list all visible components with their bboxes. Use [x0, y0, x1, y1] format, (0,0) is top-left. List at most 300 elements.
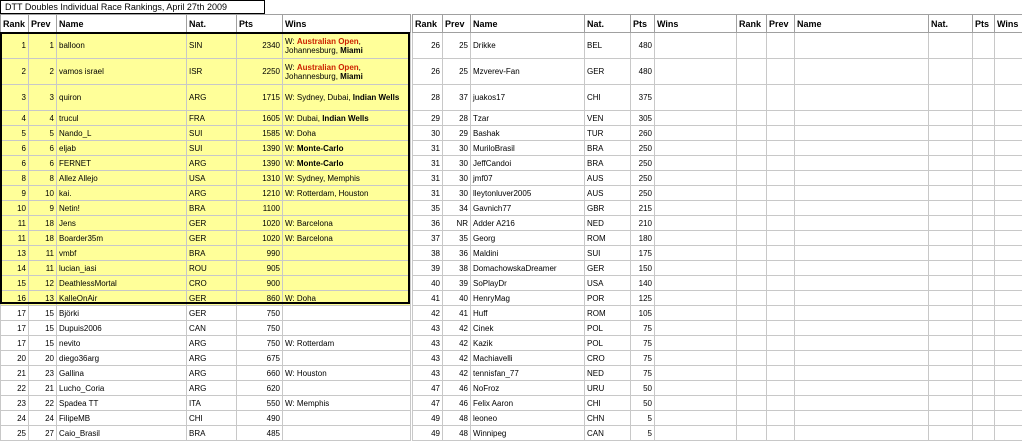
wins-cell: [655, 276, 737, 291]
table-row: [1, 156, 411, 171]
table-row: [1, 85, 411, 111]
empty-cell: [795, 126, 929, 141]
empty-cell: [973, 381, 995, 396]
wins-segment: W: Rotterdam: [285, 339, 334, 348]
nat-cell: GER: [585, 261, 631, 276]
rank-cell: 21: [1, 366, 29, 381]
wins-cell: [283, 156, 411, 171]
empty-cell: [767, 306, 795, 321]
name-cell: eljab: [57, 141, 187, 156]
pts-cell: 150: [631, 261, 655, 276]
name-cell: Adder A216: [471, 216, 585, 231]
rank-cell: 11: [1, 231, 29, 246]
rank-cell: 36: [413, 216, 443, 231]
empty-cell: [929, 85, 973, 111]
prev-cell: 29: [443, 126, 471, 141]
rank-cell: 43: [413, 321, 443, 336]
pts-cell: 485: [237, 426, 283, 441]
empty-cell: [973, 276, 995, 291]
empty-cell: [995, 126, 1022, 141]
empty-cell: [737, 85, 767, 111]
wins-cell: [283, 186, 411, 201]
empty-cell: [929, 156, 973, 171]
wins-cell: [283, 171, 411, 186]
prev-cell: 18: [29, 216, 57, 231]
prev-cell: 36: [443, 246, 471, 261]
name-cell: DomachowskaDreamer: [471, 261, 585, 276]
empty-cell: [795, 171, 929, 186]
rank-cell: 25: [1, 426, 29, 441]
empty-cell: [995, 261, 1022, 276]
table-row: [1, 411, 411, 426]
name-cell: vamos israel: [57, 59, 187, 85]
empty-cell: [737, 171, 767, 186]
empty-cell: [767, 426, 795, 441]
wins-segment: , Johannesburg,: [285, 37, 361, 55]
empty-cell: [973, 411, 995, 426]
empty-cell: [767, 246, 795, 261]
table-row: [1, 111, 411, 126]
empty-cell: [929, 171, 973, 186]
nat-cell: BRA: [585, 141, 631, 156]
prev-cell: 10: [29, 186, 57, 201]
empty-cell: [795, 381, 929, 396]
name-cell: leoneo: [471, 411, 585, 426]
prev-cell: 25: [443, 59, 471, 85]
table-row: [413, 426, 737, 441]
empty-row: [737, 126, 1022, 141]
prev-cell: 28: [443, 111, 471, 126]
pts-cell: 305: [631, 111, 655, 126]
col-nat: Nat.: [585, 15, 631, 33]
nat-cell: SUI: [585, 246, 631, 261]
empty-cell: [737, 186, 767, 201]
table-row: [1, 59, 411, 85]
empty-row: [737, 231, 1022, 246]
empty-cell: [995, 396, 1022, 411]
table-row: [1, 246, 411, 261]
nat-cell: USA: [585, 276, 631, 291]
pts-cell: 250: [631, 171, 655, 186]
prev-cell: 20: [29, 351, 57, 366]
wins-cell: [283, 381, 411, 396]
prev-cell: 38: [443, 261, 471, 276]
wins-cell: [283, 276, 411, 291]
nat-cell: TUR: [585, 126, 631, 141]
empty-cell: [767, 201, 795, 216]
pts-cell: 750: [237, 306, 283, 321]
name-cell: Bashak: [471, 126, 585, 141]
wins-cell: [655, 246, 737, 261]
empty-cell: [973, 231, 995, 246]
name-cell: KalleOnAir: [57, 291, 187, 306]
table-row: [413, 276, 737, 291]
wins-cell: [655, 59, 737, 85]
prev-cell: 37: [443, 85, 471, 111]
nat-cell: ARG: [187, 381, 237, 396]
prev-cell: 9: [29, 201, 57, 216]
pts-cell: 1390: [237, 141, 283, 156]
empty-cell: [995, 336, 1022, 351]
col-nat: Nat.: [929, 15, 973, 33]
name-cell: DeathlessMortal: [57, 276, 187, 291]
empty-cell: [737, 126, 767, 141]
table-row: [1, 381, 411, 396]
rank-cell: 17: [1, 321, 29, 336]
prev-cell: 12: [29, 276, 57, 291]
empty-cell: [767, 85, 795, 111]
empty-cell: [737, 351, 767, 366]
rank-cell: 26: [413, 59, 443, 85]
empty-cell: [795, 306, 929, 321]
prev-cell: 1: [29, 33, 57, 59]
nat-cell: GER: [187, 291, 237, 306]
wins-cell: [283, 351, 411, 366]
name-cell: Cinek: [471, 321, 585, 336]
pts-cell: 250: [631, 141, 655, 156]
rank-cell: 4: [1, 111, 29, 126]
rank-cell: 31: [413, 156, 443, 171]
rank-cell: 30: [413, 126, 443, 141]
empty-cell: [737, 216, 767, 231]
pts-cell: 1100: [237, 201, 283, 216]
rank-cell: 39: [413, 261, 443, 276]
prev-cell: 3: [29, 85, 57, 111]
empty-cell: [929, 366, 973, 381]
rank-cell: 17: [1, 336, 29, 351]
wins-cell: [283, 85, 411, 111]
nat-cell: SUI: [187, 141, 237, 156]
wins-segment: Monte-Carlo: [297, 159, 344, 168]
empty-cell: [973, 156, 995, 171]
rank-cell: 6: [1, 141, 29, 156]
wins-segment: W:: [285, 37, 297, 46]
empty-cell: [929, 321, 973, 336]
wins-cell: [655, 381, 737, 396]
prev-cell: 23: [29, 366, 57, 381]
table-row: [1, 366, 411, 381]
empty-cell: [767, 111, 795, 126]
pts-cell: 750: [237, 321, 283, 336]
table-row: [1, 321, 411, 336]
nat-cell: GER: [187, 231, 237, 246]
empty-row: [737, 276, 1022, 291]
rank-cell: 22: [1, 381, 29, 396]
col-nat: Nat.: [187, 15, 237, 33]
wins-segment: W: Sydney, Memphis: [285, 174, 360, 183]
wins-segment: W: Dubai,: [285, 114, 322, 123]
empty-cell: [795, 366, 929, 381]
name-cell: FERNET: [57, 156, 187, 171]
rank-cell: 37: [413, 231, 443, 246]
name-cell: Gallina: [57, 366, 187, 381]
pts-cell: 675: [237, 351, 283, 366]
wins-cell: [655, 396, 737, 411]
empty-row: [737, 306, 1022, 321]
empty-cell: [929, 426, 973, 441]
empty-cell: [737, 306, 767, 321]
name-cell: Allez Allejo: [57, 171, 187, 186]
nat-cell: URU: [585, 381, 631, 396]
prev-cell: 48: [443, 411, 471, 426]
prev-cell: 15: [29, 306, 57, 321]
col-prev: Prev: [767, 15, 795, 33]
pts-cell: 75: [631, 351, 655, 366]
empty-row: [737, 201, 1022, 216]
empty-cell: [929, 141, 973, 156]
name-cell: trucul: [57, 111, 187, 126]
name-cell: Huff: [471, 306, 585, 321]
table-row: [413, 351, 737, 366]
pts-cell: 905: [237, 261, 283, 276]
wins-cell: [283, 141, 411, 156]
name-cell: HenryMag: [471, 291, 585, 306]
empty-cell: [737, 59, 767, 85]
name-cell: Maldini: [471, 246, 585, 261]
table-row: [413, 381, 737, 396]
empty-cell: [929, 381, 973, 396]
nat-cell: CHI: [187, 411, 237, 426]
empty-cell: [767, 396, 795, 411]
pts-cell: 50: [631, 381, 655, 396]
empty-cell: [767, 321, 795, 336]
empty-cell: [795, 186, 929, 201]
rank-cell: 13: [1, 246, 29, 261]
rank-cell: 16: [1, 291, 29, 306]
rank-cell: 11: [1, 216, 29, 231]
empty-row: [737, 141, 1022, 156]
empty-cell: [973, 246, 995, 261]
empty-cell: [973, 85, 995, 111]
empty-row: [737, 216, 1022, 231]
nat-cell: SUI: [187, 126, 237, 141]
nat-cell: ROU: [187, 261, 237, 276]
empty-cell: [767, 33, 795, 59]
empty-row: [737, 171, 1022, 186]
nat-cell: POL: [585, 336, 631, 351]
wins-segment: Indian Wells: [353, 93, 400, 102]
table-row: [413, 111, 737, 126]
wins-cell: [655, 366, 737, 381]
empty-cell: [795, 111, 929, 126]
table-row: [413, 186, 737, 201]
wins-cell: [655, 231, 737, 246]
empty-cell: [995, 291, 1022, 306]
empty-cell: [995, 201, 1022, 216]
nat-cell: FRA: [187, 111, 237, 126]
empty-cell: [737, 321, 767, 336]
empty-row: [737, 366, 1022, 381]
empty-cell: [973, 186, 995, 201]
left-rankings-table: [0, 14, 411, 441]
empty-cell: [795, 33, 929, 59]
table-row: [1, 426, 411, 441]
empty-cell: [995, 246, 1022, 261]
wins-cell: [283, 59, 411, 85]
empty-cell: [795, 231, 929, 246]
table-row: [413, 231, 737, 246]
empty-cell: [995, 381, 1022, 396]
empty-cell: [737, 336, 767, 351]
pts-cell: 140: [631, 276, 655, 291]
name-cell: lucian_iasi: [57, 261, 187, 276]
rank-cell: 2: [1, 59, 29, 85]
empty-cell: [995, 366, 1022, 381]
table-row: [1, 186, 411, 201]
wins-cell: [283, 426, 411, 441]
wins-cell: [655, 171, 737, 186]
table-row: [1, 291, 411, 306]
empty-cell: [737, 231, 767, 246]
empty-cell: [995, 411, 1022, 426]
wins-cell: [283, 321, 411, 336]
name-cell: lleytonluver2005: [471, 186, 585, 201]
empty-row: [737, 396, 1022, 411]
empty-row: [737, 261, 1022, 276]
empty-row: [737, 336, 1022, 351]
rank-cell: 38: [413, 246, 443, 261]
nat-cell: BRA: [187, 201, 237, 216]
name-cell: Tzar: [471, 111, 585, 126]
wins-cell: [655, 411, 737, 426]
pts-cell: 490: [237, 411, 283, 426]
empty-cell: [995, 426, 1022, 441]
pts-cell: 5: [631, 426, 655, 441]
name-cell: juakos17: [471, 85, 585, 111]
prev-cell: 15: [29, 321, 57, 336]
name-cell: MuriloBrasil: [471, 141, 585, 156]
nat-cell: CRO: [585, 351, 631, 366]
empty-cell: [995, 321, 1022, 336]
empty-cell: [795, 59, 929, 85]
empty-cell: [929, 291, 973, 306]
nat-cell: BRA: [187, 426, 237, 441]
wins-segment: W:: [285, 159, 297, 168]
empty-cell: [767, 126, 795, 141]
empty-cell: [767, 156, 795, 171]
empty-cell: [737, 156, 767, 171]
empty-cell: [737, 396, 767, 411]
empty-cell: [929, 411, 973, 426]
table-row: [413, 85, 737, 111]
nat-cell: ITA: [187, 396, 237, 411]
pts-cell: 1715: [237, 85, 283, 111]
name-cell: kai.: [57, 186, 187, 201]
rank-cell: 47: [413, 381, 443, 396]
empty-cell: [973, 59, 995, 85]
prev-cell: 5: [29, 126, 57, 141]
empty-cell: [929, 351, 973, 366]
nat-cell: AUS: [585, 186, 631, 201]
empty-cell: [995, 231, 1022, 246]
empty-cell: [995, 141, 1022, 156]
wins-cell: [655, 351, 737, 366]
nat-cell: CRO: [187, 276, 237, 291]
rank-cell: 31: [413, 186, 443, 201]
table-row: [1, 126, 411, 141]
table-row: [413, 126, 737, 141]
name-cell: Machiavelli: [471, 351, 585, 366]
empty-cell: [767, 186, 795, 201]
rank-cell: 41: [413, 291, 443, 306]
nat-cell: CAN: [187, 321, 237, 336]
prev-cell: 22: [29, 396, 57, 411]
table-row: [413, 366, 737, 381]
table-row: [413, 306, 737, 321]
empty-cell: [737, 201, 767, 216]
empty-cell: [795, 321, 929, 336]
wins-segment: W: Rotterdam, Houston: [285, 189, 368, 198]
prev-cell: 18: [29, 231, 57, 246]
empty-cell: [767, 141, 795, 156]
name-cell: Kazik: [471, 336, 585, 351]
name-cell: Nando_L: [57, 126, 187, 141]
pts-cell: 620: [237, 381, 283, 396]
nat-cell: POR: [585, 291, 631, 306]
wins-cell: [283, 411, 411, 426]
rank-cell: 26: [413, 33, 443, 59]
empty-cell: [737, 246, 767, 261]
rank-cell: 5: [1, 126, 29, 141]
empty-cell: [737, 366, 767, 381]
empty-row: [737, 246, 1022, 261]
table-row: [1, 171, 411, 186]
rank-cell: 6: [1, 156, 29, 171]
empty-row: [737, 321, 1022, 336]
empty-cell: [767, 351, 795, 366]
prev-cell: 40: [443, 291, 471, 306]
rank-cell: 1: [1, 33, 29, 59]
pts-cell: 250: [631, 186, 655, 201]
empty-cell: [973, 201, 995, 216]
empty-cell: [929, 216, 973, 231]
empty-cell: [795, 426, 929, 441]
empty-cell: [973, 321, 995, 336]
empty-cell: [795, 261, 929, 276]
pts-cell: 250: [631, 156, 655, 171]
empty-cell: [929, 261, 973, 276]
wins-cell: [655, 261, 737, 276]
name-cell: Felix Aaron: [471, 396, 585, 411]
empty-cell: [737, 411, 767, 426]
wins-cell: [283, 33, 411, 59]
wins-segment: W: Houston: [285, 369, 327, 378]
pts-cell: 480: [631, 33, 655, 59]
name-cell: Lucho_Coria: [57, 381, 187, 396]
wins-cell: [655, 306, 737, 321]
table-row: [1, 261, 411, 276]
pts-cell: 860: [237, 291, 283, 306]
nat-cell: BRA: [187, 246, 237, 261]
empty-cell: [795, 336, 929, 351]
wins-segment: W: Sydney, Dubai,: [285, 93, 353, 102]
table-row: [413, 261, 737, 276]
empty-cell: [767, 336, 795, 351]
nat-cell: CHN: [585, 411, 631, 426]
empty-cell: [973, 171, 995, 186]
prev-cell: 42: [443, 366, 471, 381]
empty-cell: [737, 33, 767, 59]
empty-cell: [767, 231, 795, 246]
pts-cell: 1605: [237, 111, 283, 126]
nat-cell: GER: [187, 216, 237, 231]
prev-cell: 4: [29, 111, 57, 126]
rank-cell: 31: [413, 171, 443, 186]
name-cell: quiron: [57, 85, 187, 111]
wins-cell: [655, 336, 737, 351]
table-row: [1, 33, 411, 59]
name-cell: Boarder35m: [57, 231, 187, 246]
